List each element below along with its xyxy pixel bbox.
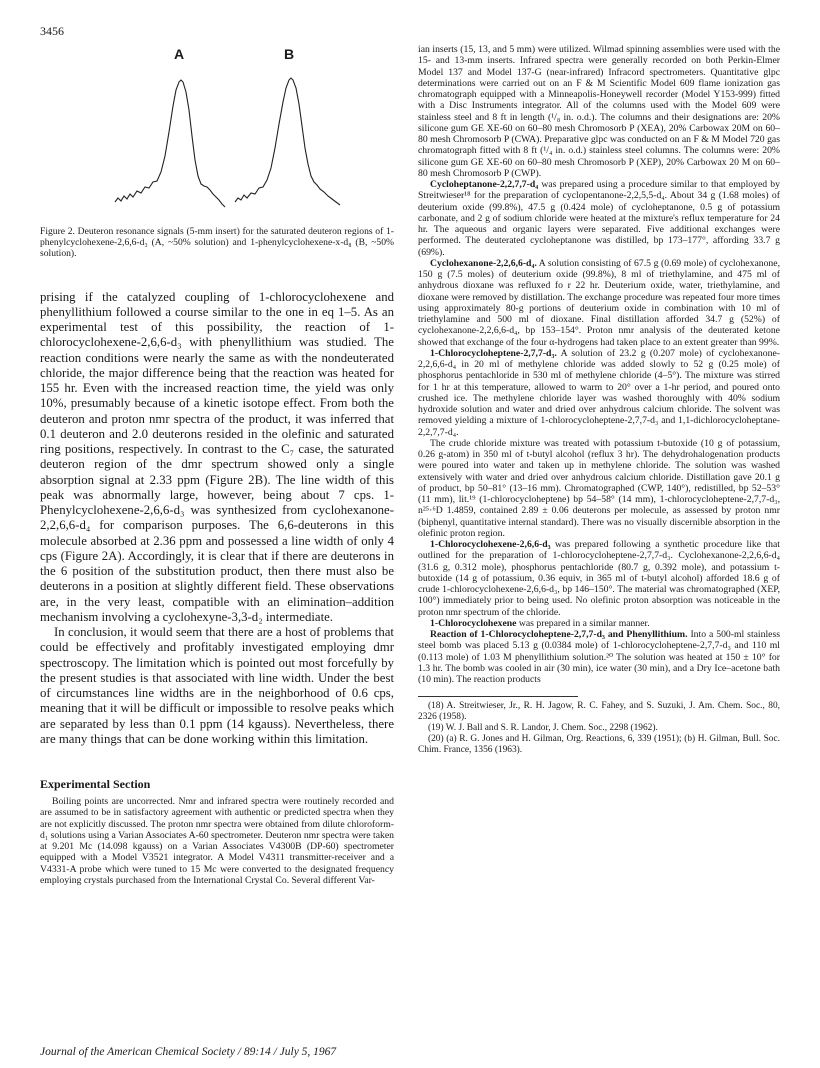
right-paragraph-7: Reaction of 1-Chlorocycloheptene-2,7,7-d₃ and Phenyllithium. Into a 500-ml stainless steel bomb was placed 5.13 g (0.0384 mole) of 1-chlorocycloheptene-2,7,7-d₃ and 110 ml (0.113 mole) of 1.03 M phenyllithium solution.²⁰ The solution was heated at 150 ± 10° for 1.3 hr. The bomb was cooled in air (30 min), ice water (30 min), and a Dry Ice–acetone bath (10 min). The reaction products [418,629,780,685]
chlorocycloheptene-heading: 1-Chlorocycloheptene-2,7,7-d₃. [430,347,557,359]
right-column [418,44,780,756]
body-paragraph-2: In conclusion, it would seem that there are a host of problems that could be effectively and profitably investigated employing dmr spectroscopy. The limitation which is pointed out most forcefully by the present studies is that associated with line width. Under the best of circumstances line widths are in the neighborhood of 0.6 cps, meaning that it will be difficult or impossible to resolve peaks which are separated by less than 0.1 ppm (14 kgauss). Nevertheless, there are many things that can be done working within this limitation. [40,625,394,746]
right-paragraph-2: Cyclohexanone-2,2,6,6-d₄. A solution consisting of 67.5 g (0.69 mole) of cyclohexanone, 150 g (7.5 moles) of deuterium oxide (99.8%), 8 ml of triethylamine, and 475 ml of anhydrous dioxane was refluxed fo r 22 hr. Deuterium oxide, water, triethylamine, and dioxane were removed by distillation. The exchange procedure was repeated four more times using approximately 80-g portions of deuterium oxide in combination with 10 ml of triethylamine and 500 ml of dioxane. Final distillation afforded 34.7 g (52%) of cyclohexanone-2,2,6,6-d₄, bp 153–154°. Proton nmr analysis of the deuterated ketone showed that exchange of the four α-hydrogens had taken place to an extent greater than 99%. [418,257,780,348]
deuteron-spectra-plot [40,44,394,220]
reference-19: (19) W. J. Ball and S. R. Landor, J. Chem. Soc., 2298 (1962). [428,723,658,734]
figure-label-b: B [284,46,295,62]
chlorocyclohexene-d3-heading: 1-Chlorocyclohexene-2,6,6-d₃ [430,539,551,550]
spectrum-b-trace [235,78,340,205]
journal-footer: Journal of the American Chemical Society / 89:14 / July 5, 1967 [40,1046,337,1058]
right-paragraph-4: The crude chloride mixture was treated with potassium t-butoxide (10 g of potassium, 0.26 g-atom) in 350 ml of t-butyl alcohol (reflux 3 hr). The dehydrohalogenation products were poured into water and taken up in methylene chloride. The solution was washed extensively with water and dried over anhydrous calcium chloride. Distillation gave 20.1 g of product, bp 50–81° (13–16 mm). Chromatographed (CWP, 140°), redistilled, bp 52–53° (11 mm), lit.¹⁹ (1-chlorocycloheptene) bp 54–58° (14 mm), 1-chlorocycloheptene-2,7,7-d₃, n²⁵·⁶D 1.4859, contained 2.89 ± 0.06 deuterons per molecule, as assessed by proton nmr (biphenyl, quantitative internal standard). There was no visually discernible absorption in the olefinic proton region. [418,437,780,539]
page-number: 3456 [40,24,64,38]
experimental-left-text [40,796,394,886]
experimental-paragraph: Boiling points are uncorrected. Nmr and infrared spectra were routinely recorded and are assumed to be in satisfactory agreement with authentic or predicted spectra when they are not explicitly discussed. The proton nmr spectra were obtained from dilute chloroform-d₁ solutions using a Varian Associates A-60 spectrometer. Deuteron nmr spectra were taken at 9.201 Mc (14.098 kgauss) on a Varian Associates V4300B (DP-60) spectrometer equipped with a Model V3521 integrator. A Model V4311 transmitter-receiver and a V4331-A probe which were tuned to 15 Mc were converted to the designated frequency employing crystals purchased from the International Crystal Co. Several different Var- [40,796,394,886]
reaction-heading: Reaction of 1-Chlorocycloheptene-2,7,7-d₃ and Phenyllithium. [430,629,688,640]
figure-label-a: A [174,46,185,62]
spectrum-a-trace [115,80,225,207]
references [418,701,780,756]
experimental-heading: Experimental Section [40,777,151,792]
reference-20: (20) (a) R. G. Jones and H. Gilman, Org. Reactions, 6, 339 (1951); (b) H. Gilman, Bull. Soc. Chim. France, 1356 (1963). [418,734,780,756]
right-paragraph-6: 1-Chlorocyclohexene was prepared in a similar manner. [430,617,650,629]
figure-caption: Figure 2. Deuteron resonance signals (5-mm insert) for the saturated deuteron regions of 1-phenylcyclohexene-2,6,6-d₃ (A, ~50% solution) and 1-phenylcyclohexene-x-d₈ (B, ~50% solution). [40,226,394,260]
body-paragraph-1: prising if the catalyzed coupling of 1-chlorocyclohexene and phenyllithium followed a course similar to the one in eq 1–5. As an experimental test of this possibility, the reaction of 1-chlorocyclohexene-2,6,6-d₃ with phenyllithium was studied. The reaction conditions were nearly the same as with the nondeuterated chloride, the major difference being that the reaction was heated for 155 hr. Even with the increased reaction time, the yield was only 10%, presumably because of a kinetic isotope effect. From both the deuteron and proton nmr spectra of the product, it was inferred that 0.1 deuteron and 2.0 deuterons resided in the olefinic and saturated ring positions, respectively. In contrast to the C₇ case, the saturated deuteron region of the dmr spectrum showed only a single absorption signal at 2.33 ppm (Figure 2B). The line width of this peak was abnormally large, however, being about 7 cps. 1-Phenylcyclohexene-2,6,6-d₃ was synthesized from cyclohexanone-2,2,6,6-d₄ for comparison purposes. The 6,6-deuterons in this molecule absorbed at 2.36 ppm and possessed a line width of only 4 cps (Figure 2A). Accordingly, it is clear that if there are deuterons in the 6 position of the substitution product, then there must also be deuterons in a position at slightly different field. These observations are, in the very least, compatible with an elimination–addition mechanism involving a cyclohexyne-3,3-d₂ intermediate. [40,289,394,624]
right-paragraph-5: 1-Chlorocyclohexene-2,6,6-d₃ was prepared following a synthetic procedure like that outlined for the preparation of 1-chlorocycloheptene-2,7,7-d₃. Cyclohexanone-2,2,6,6-d₄ (31.6 g, 0.312 mole), phosphorus pentachloride (80.7 g, 0.392 mole), and potassium t-butoxide (14 g of potassium, 0.36 equiv, in 365 ml of t-butyl alcohol) afforded 18.6 g of crude 1-chlorocyclohexene-2,6,6-d₃, bp 146–150°. The material was chromatographed (XEP, 100°) immediately prior to being used. No olefinic proton absorption was noticeable in the proton nmr spectrum of the chloride. [418,539,780,618]
figure-2 [40,44,394,220]
chlorocyclohexene-heading: 1-Chlorocyclohexene [430,617,517,629]
reference-18: (18) A. Streitwieser, Jr., R. H. Jagow, R. C. Fahey, and S. Suzuki, J. Am. Chem. Soc., 80, 2326 (1958). [418,701,780,723]
left-body-text [40,290,394,748]
right-paragraph-1: Cycloheptanone-2,2,7,7-d₄ was prepared using a procedure similar to that employed by Streitwieser¹⁸ for the preparation of cyclopentanone-2,2,5,5-d₄. About 34 g (1.68 moles) of deuterium oxide (99.8%), 47.5 g (0.424 mole) of cycloheptanone, 0.5 g of potassium carbonate, and 2 g of sodium chloride were heated at the mixture's reflux temperature for 24 hr. The aqueous and organic layers were separated. Five additional exchanges were performed. The deuterated cycloheptanone was distilled, bp 173–177°, affording 33.7 g (69%). [418,179,780,258]
right-paragraph-0: ian inserts (15, 13, and 5 mm) were utilized. Wilmad spinning assemblies were used with the 15- and 13-mm inserts. Infrared spectra were generally recorded on both Perkin-Elmer Model 137 and Model 137-G (near-infrared) Infracord spectrometers. Quantitative glpc determinations were carried out on an F & M Scientific Model 609 flame ionization gas chromatograph equipped with a Minneapolis-Honeywell recorder (Model Y153-999) fitted with a Disc Instruments integrator. All of the columns used with the Model 609 were stainless steel and 8 ft in length (¹/₈ in. o.d.). The columns and their designations are: 20% silicone gum GE XE-60 on 60–80 mesh Chromosorb P (XEA), 20% Carbowax 20M on 60–80 mesh Chromosorb P (CWA). Preparative glpc was conducted on an F & M Model 720 gas chromatograph fitted with 8 ft (¹/₄ in. o.d.) stainless steel columns. The columns were: 20% silicone gum GE XE-60 on 60–80 mesh Chromosorb P (XEP), 20% Carbowax 20 M on 60–80 mesh Chromosorb P (CWP). [418,44,780,179]
cyclohexanone-heading: Cyclohexanone-2,2,6,6-d₄. [430,257,537,269]
cycloheptanone-heading: Cycloheptanone-2,2,7,7-d₄ [430,179,539,190]
right-paragraph-3: 1-Chlorocycloheptene-2,7,7-d₃. A solution of 23.2 g (0.207 mole) of cyclohexanone-2,2,6,6-d₄ in 20 ml of methylene chloride was added slowly to 52 g (0.25 mole) of phosphorus pentachloride in 530 ml of methylene chloride (4–5°). The mixture was stirred for 1 hr at this temperature, allowed to warm to 20° over a 1-hr period, and poured onto crushed ice. The methylene chloride layer was washed thoroughly with 40% sodium hydroxide solution and water and dried over anhydrous calcium chloride. The solvent was removed yielding a mixture of 1-chlorocycloheptene-2,7,7-d₃ and 1,1-dichlorocycloheptane-2,2,7,7-d₄. [418,347,780,438]
left-column [40,44,394,886]
